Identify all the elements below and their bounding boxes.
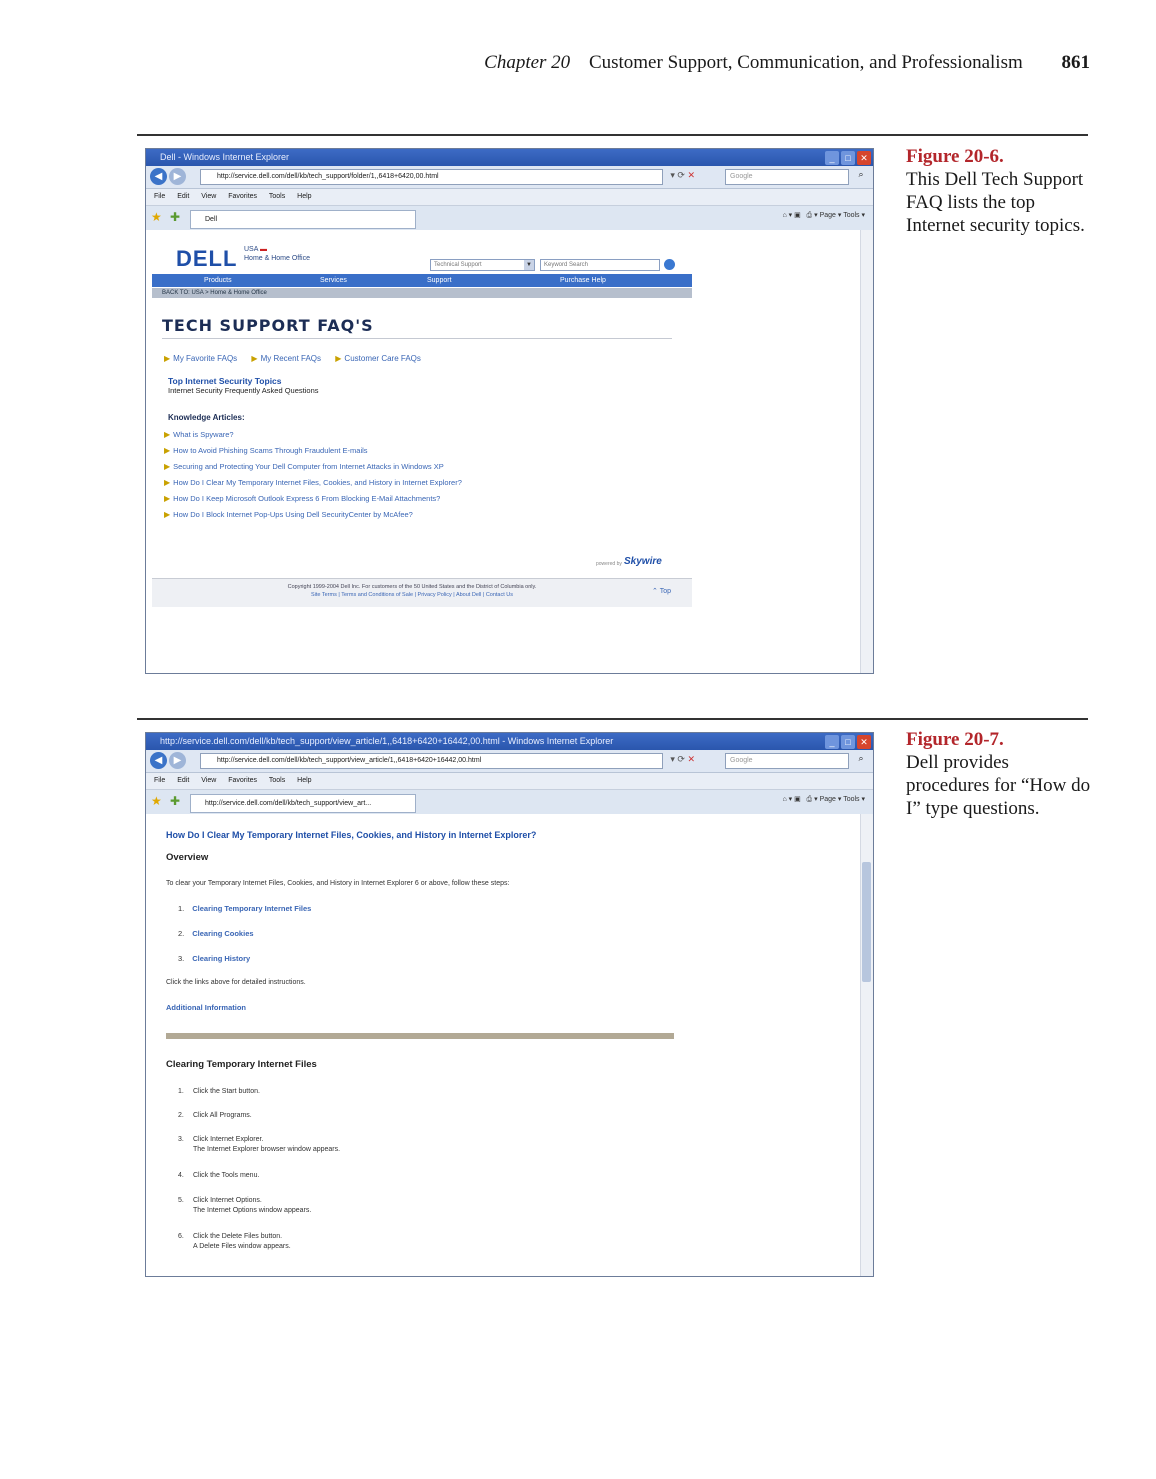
arrow-icon: ▶ (164, 446, 171, 455)
browser-tab[interactable]: Dell (190, 210, 416, 229)
arrow-icon: ▶ (164, 494, 171, 503)
section-heading: Clearing Temporary Internet Files (166, 1059, 317, 1070)
article-link[interactable]: ▶ Securing and Protecting Your Dell Computer from Internet Attacks in Windows XP (164, 462, 444, 471)
nav-products[interactable]: Products (204, 277, 232, 284)
menu-file[interactable]: File (154, 777, 166, 784)
article-link[interactable]: ▶ What is Spyware? (164, 430, 234, 439)
menu-help[interactable]: Help (297, 777, 312, 784)
refresh-stop-icons[interactable]: ▾ ⟳ ✕ (670, 754, 695, 764)
menu-edit[interactable]: Edit (177, 193, 190, 200)
page-content (146, 230, 873, 673)
arrow-icon: ▶ (251, 354, 258, 363)
article-link[interactable]: ▶ How to Avoid Phishing Scams Through Fraudulent E-mails (164, 446, 368, 455)
close-button[interactable]: ✕ (857, 735, 871, 749)
search-icon[interactable]: ⌕ (858, 169, 864, 179)
menu-favorites[interactable]: Favorites (228, 777, 258, 784)
address-row (146, 750, 873, 773)
browser-tab[interactable]: http://service.dell.com/dell/kb/tech_support/view_art... (190, 794, 416, 813)
toc-item[interactable]: 1. Clearing Temporary Internet Files (178, 904, 312, 913)
article-link[interactable]: ▶ How Do I Clear My Temporary Internet Files, Cookies, and History in Internet Explorer? (164, 478, 462, 487)
chevron-down-icon: ▼ (526, 262, 532, 268)
window-titlebar (146, 149, 873, 166)
menu-edit[interactable]: Edit (177, 777, 190, 784)
toc-item[interactable]: 3. Clearing History (178, 954, 251, 963)
back-arrow-icon[interactable]: ◀ (150, 752, 167, 769)
toc-item[interactable]: 2. Clearing Cookies (178, 929, 254, 938)
menu-favorites[interactable]: Favorites (228, 193, 258, 200)
figure-label: Figure 20-7. (906, 729, 1004, 750)
command-bar-label: Page ▾ Tools ▾ (819, 212, 865, 219)
topic-block (168, 376, 319, 395)
chapter-label: Chapter 20 (484, 52, 571, 73)
step-item: 2. Click All Programs. (178, 1112, 252, 1119)
menu-view[interactable]: View (201, 193, 217, 200)
keyword-search-input[interactable]: Keyword Search (540, 259, 660, 271)
dell-logo[interactable]: DELL (176, 246, 238, 271)
article-link[interactable]: ▶ How Do I Block Internet Pop-Ups Using Dell SecurityCenter by McAfee? (164, 510, 413, 519)
arrow-icon: ▶ (164, 478, 171, 487)
back-arrow-icon[interactable]: ◀ (150, 168, 167, 185)
window-title: http://service.dell.com/dell/kb/tech_support/view_article/1,,6418+6420+16442,00.html - Windows Internet Explorer (160, 736, 614, 746)
chapter-title: Customer Support, Communication, and Professionalism (588, 52, 1023, 73)
step-item: 5. Click Internet Options. The Internet Options window appears. (178, 1197, 312, 1214)
go-button[interactable] (664, 259, 675, 270)
menu-help[interactable]: Help (297, 193, 312, 200)
search-input[interactable]: Google (725, 169, 849, 185)
running-head (0, 52, 1090, 74)
address-row (146, 166, 873, 189)
add-favorite-icon[interactable]: ✚ (170, 794, 181, 808)
article-link[interactable]: ▶ How Do I Keep Microsoft Outlook Express 6 From Blocking E-Mail Attachments? (164, 494, 441, 503)
step-item: 6. Click the Delete Files button. A Delete Files window appears. (178, 1233, 291, 1250)
copyright (232, 583, 592, 599)
region-selector[interactable]: USA ▬ Home & Home Office (244, 246, 311, 262)
search-icon[interactable]: ⌕ (858, 753, 864, 763)
page-footer (152, 578, 692, 607)
menu-view[interactable]: View (201, 777, 217, 784)
article-title: How Do I Clear My Temporary Internet Files, Cookies, and History in Internet Explorer? (166, 830, 537, 840)
scrollbar[interactable] (860, 814, 873, 1276)
figure-label: Figure 20-6. (906, 146, 1004, 167)
topic-title[interactable]: Top Internet Security Topics (168, 376, 282, 386)
search-scope-value: Technical Support (434, 262, 482, 268)
menu-tools[interactable]: Tools (268, 777, 286, 784)
step-item: 4. Click the Tools menu. (178, 1172, 260, 1179)
link-recent-faqs[interactable]: My Recent FAQs (260, 354, 322, 363)
figure-rule (137, 134, 1088, 136)
overview-heading: Overview (166, 852, 209, 863)
nav-support[interactable]: Support (427, 277, 452, 284)
maximize-button[interactable]: □ (841, 151, 855, 165)
minimize-button[interactable]: _ (825, 735, 839, 749)
topic-subtitle: Internet Security Frequently Asked Questions (168, 386, 319, 395)
figure-caption (906, 728, 1091, 820)
arrow-icon: ▶ (164, 510, 171, 519)
window-titlebar (146, 733, 873, 750)
nav-services[interactable]: Services (320, 277, 347, 284)
favorites-bar (146, 790, 873, 815)
favorites-star-icon[interactable]: ★ (151, 210, 162, 224)
step-item: 1. Click the Start button. (178, 1088, 260, 1095)
nav-purchase-help[interactable]: Purchase Help (560, 277, 606, 284)
scrollbar-thumb[interactable] (862, 862, 871, 982)
powered-by-label: powered by (596, 561, 622, 567)
articles-label: Knowledge Articles: (168, 413, 245, 422)
maximize-button[interactable]: □ (841, 735, 855, 749)
arrow-icon: ▶ (164, 354, 171, 363)
scrollbar[interactable] (860, 230, 873, 673)
arrow-icon: ▶ (164, 462, 171, 471)
click-note: Click the links above for detailed instructions. (166, 979, 306, 986)
search-scope-select[interactable] (430, 259, 535, 271)
menu-bar (146, 773, 873, 790)
forward-arrow-icon[interactable]: ▶ (169, 168, 186, 185)
dell-nav-bar (152, 274, 692, 287)
top-link[interactable]: ⌃ Top (652, 588, 671, 595)
address-bar[interactable]: http://service.dell.com/dell/kb/tech_support/folder/1,,6418+6420,00.html (200, 169, 663, 185)
command-bar[interactable]: ⌂ ▾ ▣ ⎙ ▾ Page ▾ Tools ▾ (782, 212, 865, 219)
link-favorite-faqs[interactable]: My Favorite FAQs (173, 354, 238, 363)
faq-heading: TECH SUPPORT FAQ'S (162, 316, 374, 335)
copyright-text: Copyright 1999-2004 Dell Inc. For customers of the 50 United States and the District of Columbia only. (287, 584, 537, 590)
command-bar-label: Page ▾ Tools ▾ (819, 796, 865, 803)
address-bar[interactable]: http://service.dell.com/dell/kb/tech_support/view_article/1,,6418+6420+16442,00.html (200, 753, 663, 769)
page-content (146, 814, 873, 1276)
browser-window (145, 148, 874, 674)
arrow-icon: ▶ (335, 354, 342, 363)
forward-arrow-icon[interactable]: ▶ (169, 752, 186, 769)
breadcrumb[interactable]: BACK TO: USA > Home & Home Office (152, 288, 692, 298)
region-label: USA (244, 246, 259, 253)
menu-file[interactable]: File (154, 193, 166, 200)
search-input[interactable]: Google (725, 753, 849, 769)
menu-bar (146, 189, 873, 206)
close-button[interactable]: ✕ (857, 151, 871, 165)
figure-caption-text: This Dell Tech Support FAQ lists the top Internet security topics. (906, 169, 1085, 236)
figure-rule (137, 718, 1088, 720)
minimize-button[interactable]: _ (825, 151, 839, 165)
segment-label: Home & Home Office (244, 255, 311, 262)
figure-caption-text: Dell provides procedures for “How do I” type questions. (906, 752, 1091, 819)
favorites-star-icon[interactable]: ★ (151, 794, 162, 808)
link-customer-care-faqs[interactable]: Customer Care FAQs (344, 354, 421, 363)
intro-text: To clear your Temporary Internet Files, Cookies, and History in Internet Explorer 6 or above, follow these steps: (166, 880, 510, 887)
heading-divider (162, 338, 672, 339)
browser-window (145, 732, 874, 1277)
arrow-icon: ▶ (164, 430, 171, 439)
refresh-stop-icons[interactable]: ▾ ⟳ ✕ (670, 170, 695, 180)
command-bar[interactable]: ⌂ ▾ ▣ ⎙ ▾ Page ▾ Tools ▾ (782, 796, 865, 803)
footer-links[interactable]: Site Terms | Terms and Conditions of Sale | Privacy Policy | About Dell | Contact Us (310, 592, 514, 598)
figure-caption (906, 145, 1091, 237)
section-divider (166, 1033, 674, 1039)
skywire-logo: Skywire (624, 556, 662, 567)
menu-tools[interactable]: Tools (268, 193, 286, 200)
step-item: 3. Click Internet Explorer. The Internet Explorer browser window appears. (178, 1136, 341, 1153)
additional-info-link[interactable]: Additional Information (166, 1003, 246, 1012)
page-number: 861 (1061, 52, 1090, 73)
quick-links (164, 354, 421, 363)
favorites-bar (146, 206, 873, 231)
add-favorite-icon[interactable]: ✚ (170, 210, 181, 224)
dell-header (152, 242, 692, 272)
window-title: Dell - Windows Internet Explorer (160, 152, 290, 162)
